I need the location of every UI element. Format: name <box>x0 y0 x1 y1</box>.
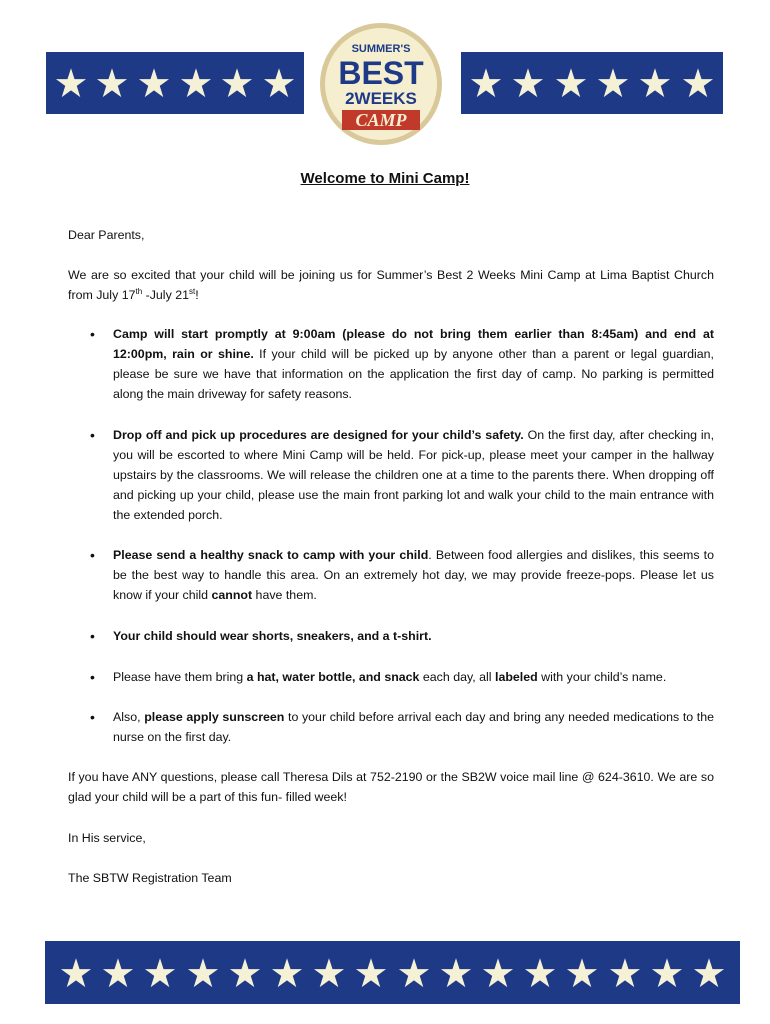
star-icon <box>96 67 128 99</box>
bullet-sunscreen-bold: please apply sunscreen <box>144 710 285 724</box>
intro-sup-st: st <box>188 286 196 296</box>
bullet-sunscreen-text: to your child before arrival each day and bring any needed medications to the nurse on the first day. <box>113 710 715 744</box>
bullet-marker: • <box>90 628 95 644</box>
bullet-sunscreen <box>113 707 714 747</box>
bullet-camp-times-bold: Camp will start promptly at 9:00am (please do not bring them earlier than 8:45am) and end at 12:00pm, rain or shine. <box>113 327 714 361</box>
intro-text: We are so excited that your child will be joining us for Summer’s Best 2 Weeks Mini Camp at Lima Baptist Church from July 17 <box>68 268 714 302</box>
star-icon <box>60 957 92 989</box>
star-icon <box>180 67 212 99</box>
star-icon <box>398 957 430 989</box>
bullet-camp-times-text: If your child will be picked up by anyone other than a parent or legal guardian, please be sure we have that information on the application the first day of camp. No parking is permitted along the main driveway for safety reasons. <box>113 347 714 401</box>
star-icon <box>512 67 544 99</box>
bullet-drop-off-text: On the first day, after checking in, you will be escorted to where Mini Camp will be held. For pick-up, please meet your camper in the hallway upstairs by the classrooms. We will release the children one at a time to the parents there. When dropping off and picking up your child, please use the main front parking lot and walk your child to the main entrance with the extended porch. <box>113 428 715 522</box>
star-icon <box>55 67 87 99</box>
summers-best-2weeks-camp-logo <box>318 20 444 148</box>
bullet-clothing-bold: Your child should wear shorts, sneakers, and a t-shirt. <box>113 629 432 643</box>
greeting: Dear Parents, <box>68 228 145 242</box>
bullet-marker: • <box>90 326 95 342</box>
bullet-snack-bold: Please send a healthy snack to camp with your child <box>113 548 429 562</box>
star-icon <box>566 957 598 989</box>
logo-camp-text: CAMP <box>355 110 407 130</box>
intro-mid: -July 21 <box>142 288 189 302</box>
star-icon <box>271 957 303 989</box>
star-icon <box>482 957 514 989</box>
intro-paragraph <box>68 265 714 305</box>
bullet-bring-items-post: with your child’s name. <box>537 670 667 684</box>
star-icon <box>313 957 345 989</box>
signature: The SBTW Registration Team <box>68 871 232 885</box>
star-icon <box>597 67 629 99</box>
bullet-marker: • <box>90 547 95 563</box>
top-right-star-banner <box>461 52 723 114</box>
closing: In His service, <box>68 831 146 845</box>
bullet-bring-items-pre: Please have them bring <box>113 670 247 684</box>
top-left-star-banner <box>46 52 304 114</box>
star-icon <box>187 957 219 989</box>
star-icon <box>609 957 641 989</box>
questions-paragraph: If you have ANY questions, please call Theresa Dils at 752-2190 or the SB2W voice mail line @ 624-3610. We are so glad your child will be a part of this fun- filled week! <box>68 770 714 804</box>
star-icon <box>651 957 683 989</box>
star-icon <box>555 67 587 99</box>
intro-sup-th: th <box>135 286 143 296</box>
star-icon <box>355 957 387 989</box>
star-icon <box>102 957 134 989</box>
bullet-drop-off-bold: Drop off and pick up procedures are designed for your child’s safety. <box>113 428 524 442</box>
star-icon <box>524 957 556 989</box>
star-icon <box>144 957 176 989</box>
star-icon <box>221 67 253 99</box>
star-icon <box>138 67 170 99</box>
bullet-marker: • <box>90 427 95 443</box>
star-icon <box>440 957 472 989</box>
bullet-marker: • <box>90 709 95 725</box>
bottom-star-banner <box>45 941 740 1004</box>
bullet-sunscreen-pre: Also, <box>113 710 145 724</box>
bullet-snack-text: . Between food allergies and dislikes, this seems to be the best way to handle this area. On an extremely hot day, we may provide freeze-pops. Please let us know if your child <box>113 548 714 602</box>
star-icon <box>682 67 714 99</box>
bullet-bring-items-mid: each day, all <box>419 670 495 684</box>
bullet-bring-items-bold1: a hat, water bottle, and snack <box>246 670 420 684</box>
bullet-clothing <box>113 626 714 646</box>
star-icon <box>229 957 261 989</box>
bullet-snack-cannot: cannot <box>211 588 253 602</box>
bullet-camp-times <box>113 324 714 404</box>
star-icon <box>470 67 502 99</box>
star-icon <box>263 67 295 99</box>
bullet-marker: • <box>90 669 95 685</box>
bullet-snack-text-end: have them. <box>252 588 317 602</box>
star-icon <box>693 957 725 989</box>
intro-end: ! <box>195 288 199 302</box>
bullet-drop-off <box>113 425 714 525</box>
bullet-bring-items <box>113 667 714 687</box>
logo-2weeks-text: 2WEEKS <box>345 89 417 108</box>
letter-title: Welcome to Mini Camp! <box>300 170 470 187</box>
bullet-bring-items-bold2: labeled <box>495 670 538 684</box>
logo-best-text: BEST <box>338 55 424 91</box>
logo-summers-text: SUMMER'S <box>351 43 411 55</box>
bullet-snack <box>113 545 714 605</box>
star-icon <box>639 67 671 99</box>
